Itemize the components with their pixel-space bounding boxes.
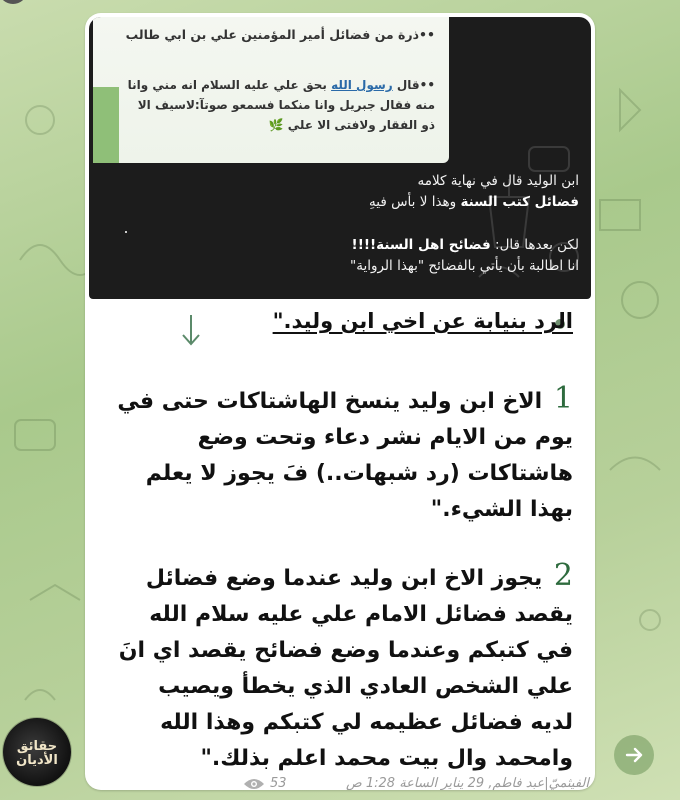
quoted-post-title: ••ذرة من فضائل أمير المؤمنين علي بن ابي طالب	[125, 27, 435, 42]
avatar-text-line1: حقائق	[16, 739, 58, 754]
quoted-line3: ذو الفقار ولافتى الا علي	[287, 118, 435, 132]
caption-line2-rest: وهذا لا بأس فيهِ	[369, 194, 461, 210]
point-2-text: يجوز الاخ ابن وليد عندما وضع فضائل يقصد فضائل الامام علي عليه سلام الله في كتبكم وعندما وضع فضائح يقصد اي انَ علي الشخص العادي الذي يخطأ ويصيب لديه فضائل عظيمه لي كتبكم وهذا الله وامحمد وال بيت محمد اعلم بذلك."	[118, 566, 573, 771]
quoted-line2: منه فقال جبريل وانا منكما فسمعو صوتآ:لاسيف الا	[137, 98, 435, 112]
screenshot-caption	[159, 171, 579, 277]
avatar-text-line2: الأديان	[16, 753, 58, 768]
down-arrow-icon	[180, 313, 202, 347]
caption-line2-bold: فضائل كتب السنة	[460, 194, 579, 210]
forward-button[interactable]	[614, 735, 654, 775]
caption-line3-bold: فضائح اهل السنة!!!!	[351, 237, 491, 253]
quoted-post-body	[105, 75, 435, 135]
caption-line1: ابن الوليد قال في نهاية كلامه	[417, 173, 579, 189]
channel-avatar[interactable]	[3, 718, 71, 786]
reply-heading-text: الرد بنيابة عن اخي ابن وليد."	[272, 309, 573, 333]
image-dot	[125, 231, 127, 233]
quoted-line1-rest: بحق علي عليه السلام انه مني وانا	[127, 78, 332, 92]
avatar-text	[3, 740, 71, 768]
message-bubble[interactable]	[85, 13, 595, 790]
point-2-number: 2	[553, 558, 573, 593]
point-1-text: الاخ ابن وليد ينسخ الهاشتاكات حتى في يوم من الايام نشر دعاء وتحت وضع هاشتاكات (رد شبهات..) فَ يجوز لا يعلم بهذا الشيء."	[117, 389, 573, 522]
quoted-post-card	[93, 17, 449, 163]
point-2-paragraph	[108, 558, 573, 777]
previous-avatar-fragment	[0, 0, 26, 4]
message-meta	[159, 776, 589, 790]
leaf-emoji-icon: 🌿	[268, 118, 284, 132]
point-1-number: 1	[553, 381, 573, 416]
forward-arrow-icon	[624, 745, 644, 765]
quoted-link: رسول الله	[331, 78, 393, 92]
view-count-value: 53	[270, 776, 287, 790]
caption-line3-prefix: لكن بعدها قال:	[490, 237, 579, 253]
attached-screenshot-image[interactable]	[89, 17, 591, 299]
point-1-paragraph	[108, 381, 573, 528]
message-timestamp: , 29 يناير الساعة 1:28 ص	[346, 776, 493, 790]
reply-heading	[108, 306, 573, 336]
caption-line4: انا اطالبة بأن يأتي بالفضائح "بهذا الرواية"	[350, 258, 579, 274]
quoted-line1-prefix: ••قال	[392, 78, 435, 92]
author-signature: الفيثميّ|عبد فاطم	[492, 776, 589, 790]
